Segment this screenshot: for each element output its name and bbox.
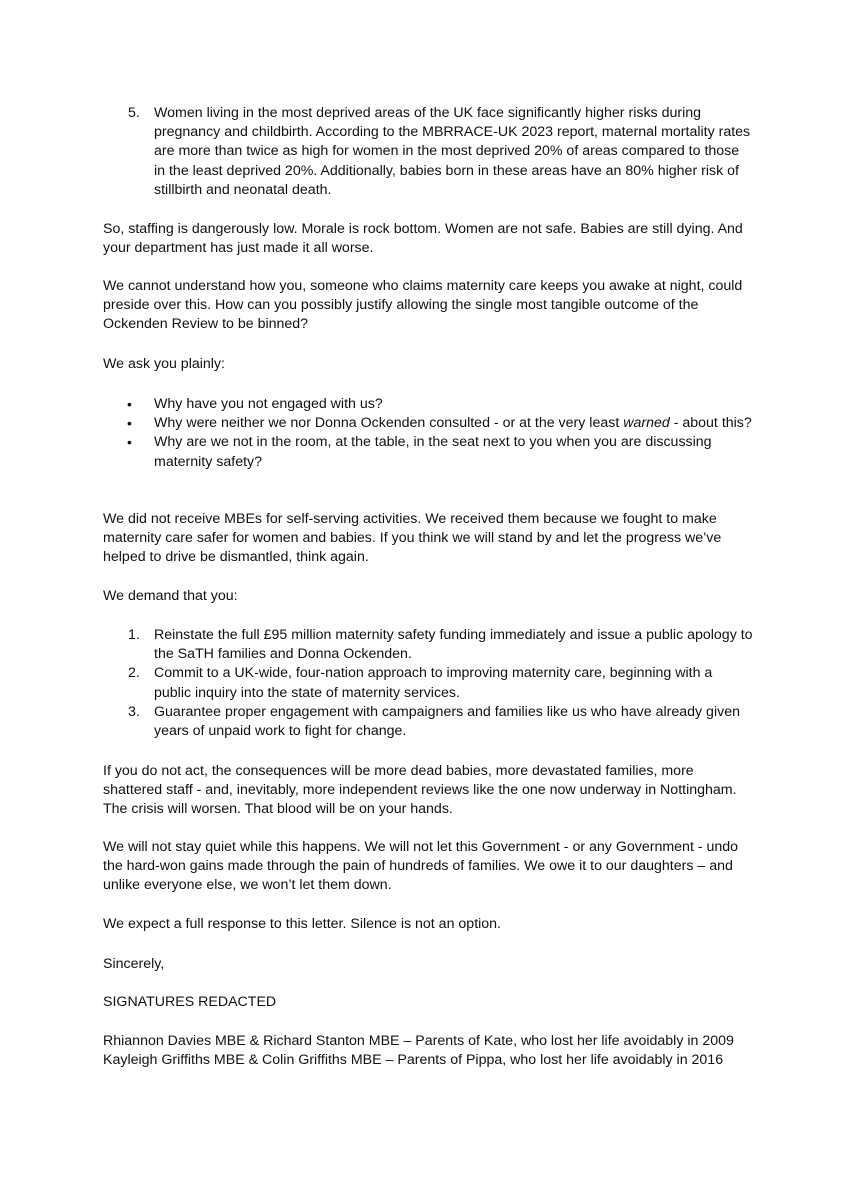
- question-text: Why were neither we nor Donna Ockenden consulted - or at the very least: [154, 415, 624, 432]
- paragraph-not-stay-quiet: We will not stay quiet while this happens. We will not let this Government - or any Government - undo the hard-won gains made through the pain of hundreds of families. We owe it to our daughters – and unlike everyone else, we won’t let them down.: [103, 839, 739, 894]
- question-text: - about this?: [669, 415, 752, 432]
- list-number: 5.: [128, 105, 140, 121]
- list-number: 1.: [128, 627, 140, 643]
- demand-text: Commit to a UK-wide, four-nation approach to improving maternity care, beginning with a public inquiry into the state of maternity services.: [154, 665, 713, 701]
- demands-list: [103, 626, 753, 741]
- list-number: 3.: [128, 703, 140, 720]
- signatories-block: [103, 1032, 763, 1070]
- demand-text: Guarantee proper engagement with campaigners and families like us who have already given years of unpaid work to fight for change.: [154, 703, 740, 740]
- question-text: Why have you not engaged with us?: [154, 396, 383, 412]
- deprivation-point-list: [103, 104, 753, 200]
- list-item: [103, 414, 753, 433]
- list-item: [103, 395, 753, 414]
- signatory-line: Rhiannon Davies MBE & Richard Stanton MBE – Parents of Kate, who lost her life avoidably in 2009: [103, 1033, 734, 1049]
- paragraph-cannot-understand: We cannot understand how you, someone who claims maternity care keeps you awake at night, could preside over this. How can you possibly justify allowing the single most tangible outcome of the Ockenden Review to be binned?: [103, 278, 743, 333]
- questions-list: [103, 395, 753, 472]
- paragraph-ask-plainly: We ask you plainly:: [103, 356, 225, 372]
- bullet-icon: •: [127, 434, 132, 451]
- paragraph-mbes: We did not receive MBEs for self-serving activities. We received them because we fought to make maternity care safer for women and babies. If you think we will stand by and let the progress we’ve helped to drive be dismantled, think again.: [103, 511, 722, 566]
- closing-salutation: Sincerely,: [103, 956, 165, 972]
- paragraph-staffing: So, staffing is dangerously low. Morale is rock bottom. Women are not safe. Babies are still dying. And your department has just made it all worse.: [103, 221, 743, 257]
- question-text: Why are we not in the room, at the table, in the seat next to you when you are discussing maternity safety?: [154, 434, 712, 470]
- list-item: [103, 433, 753, 471]
- bullet-icon: •: [127, 415, 132, 432]
- demand-text: Reinstate the full £95 million maternity safety funding immediately and issue a public apology to the SaTH families and Donna Ockenden.: [154, 627, 753, 663]
- paragraph-if-not-act: If you do not act, the consequences will be more dead babies, more devastated families, more shattered staff - and, inevitably, more independent reviews like the one now underway in Nottingham. The crisis will worsen. That blood will be on your hands.: [103, 763, 737, 818]
- list-item: [103, 703, 753, 741]
- signatures-redacted: SIGNATURES REDACTED: [103, 994, 277, 1010]
- paragraph-expect-response: We expect a full response to this letter. Silence is not an option.: [103, 916, 502, 932]
- list-item: [103, 104, 753, 200]
- signatory-line: Kayleigh Griffiths MBE & Colin Griffiths MBE – Parents of Pippa, who lost her life avoidably in 2016: [103, 1052, 724, 1069]
- list-number: 2.: [128, 665, 140, 682]
- bullet-icon: •: [127, 396, 132, 412]
- list-item: [103, 626, 753, 664]
- question-emphasis: warned: [623, 415, 670, 432]
- paragraph-demand-intro: We demand that you:: [103, 588, 238, 604]
- list-item-text: Women living in the most deprived areas of the UK face significantly higher risks during pregnancy and childbirth. According to the MBRRACE-UK 2023 report, maternal mortality rates are more than twice as high for women in the most deprived 20% of areas compared to those in the least deprived 20%. Additionally, babies born in these areas have an 80% higher risk of stillbirth and neonatal death.: [154, 105, 751, 198]
- list-item: [103, 664, 753, 702]
